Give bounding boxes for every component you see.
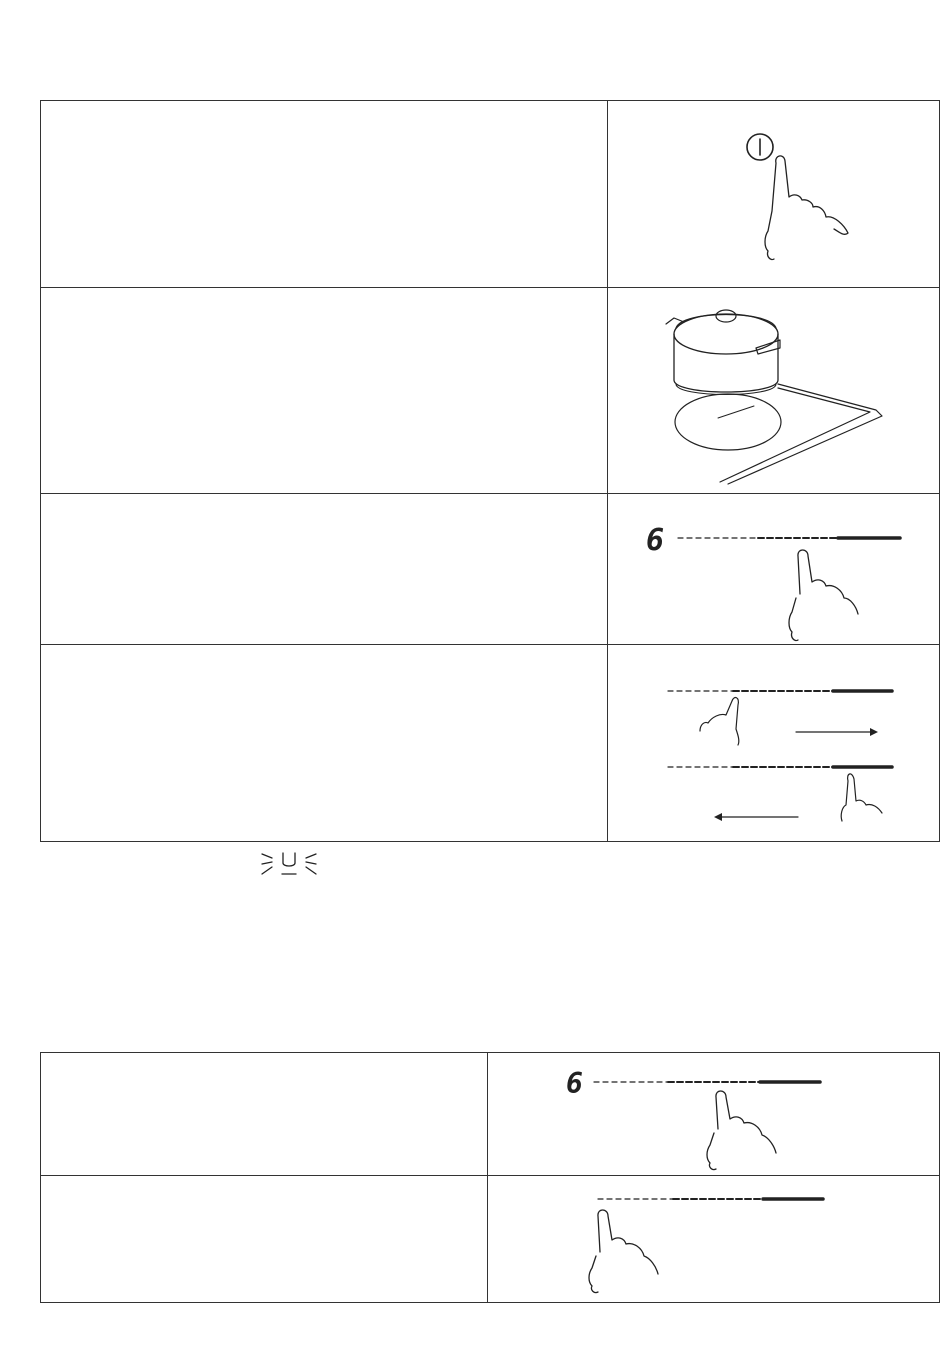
instruction-table-1 xyxy=(40,100,940,842)
arrow-left-icon xyxy=(714,813,798,821)
finger-hand-icon xyxy=(841,774,882,821)
finger-hand-icon xyxy=(765,156,848,260)
step-text-cell xyxy=(41,1176,488,1303)
power-button-press-illustration xyxy=(608,101,939,287)
finger-hand-icon xyxy=(707,1091,776,1170)
finger-hand-icon xyxy=(589,1210,658,1293)
cooktop-outline xyxy=(720,384,882,484)
finger-hand-icon xyxy=(700,698,739,745)
cooking-zone-ring xyxy=(675,394,781,450)
level-display-digit: 6 xyxy=(646,523,665,558)
step-text-cell xyxy=(41,645,608,842)
step-text xyxy=(41,288,607,308)
step-text xyxy=(41,645,607,665)
step-row xyxy=(41,101,940,288)
step-row xyxy=(41,494,940,645)
step-illustration-cell xyxy=(488,1053,940,1176)
finger-hand-icon xyxy=(789,550,858,641)
step-text-cell xyxy=(41,288,608,494)
pot-on-cooking-zone-illustration xyxy=(608,288,939,493)
step-illustration-cell xyxy=(488,1176,940,1303)
step-text-cell xyxy=(41,1053,488,1176)
level-display-digit: 6 xyxy=(566,1067,583,1100)
no-pan-flashing-icon xyxy=(259,850,319,878)
slider-touch-left-illustration xyxy=(488,1176,939,1302)
step-text xyxy=(41,1176,487,1196)
step-row xyxy=(41,1176,940,1303)
step-row xyxy=(41,1053,940,1176)
slider-set-level-illustration xyxy=(608,494,939,644)
step-illustration-cell xyxy=(608,494,940,645)
step-text xyxy=(41,101,607,121)
step-row xyxy=(41,645,940,842)
slider-set-level-illustration xyxy=(488,1053,939,1175)
arrow-right-icon xyxy=(796,728,878,736)
step-illustration-cell xyxy=(608,288,940,494)
power-icon xyxy=(747,134,773,160)
pot-icon xyxy=(666,310,780,395)
slider-swipe-adjust-illustration xyxy=(608,645,939,841)
instruction-table-2 xyxy=(40,1052,940,1303)
step-row xyxy=(41,288,940,494)
step-illustration-cell xyxy=(608,101,940,288)
step-illustration-cell xyxy=(608,645,940,842)
step-text-cell xyxy=(41,494,608,645)
step-text-cell xyxy=(41,101,608,288)
step-text xyxy=(41,494,607,514)
step-text xyxy=(41,1053,487,1073)
